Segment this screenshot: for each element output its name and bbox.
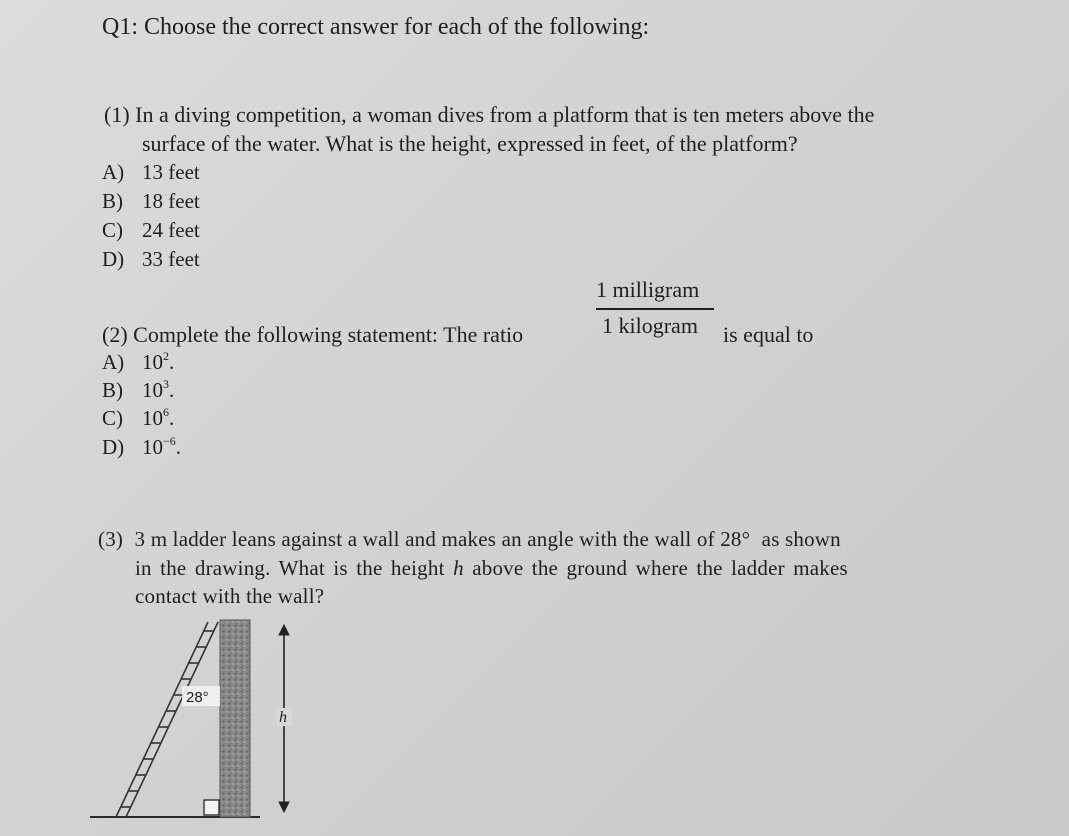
q3-line-1 bbox=[98, 527, 841, 552]
wall bbox=[220, 620, 250, 817]
q3-number: (3) bbox=[98, 527, 124, 551]
q3-height-variable: h bbox=[453, 556, 464, 580]
ladder-wall-diagram bbox=[90, 612, 310, 824]
q2-line-1 bbox=[102, 322, 523, 348]
right-angle-marker bbox=[204, 800, 219, 815]
q1-text-line-1: In a diving competition, a woman dives from a platform that is ten meters above the bbox=[135, 102, 875, 127]
q2-prefix: Complete the following statement: The ratio bbox=[133, 322, 524, 347]
q1-option-b: B) 18 feet bbox=[102, 189, 200, 213]
q1-line-1 bbox=[104, 102, 874, 128]
q1-option-d: D) 33 feet bbox=[102, 247, 200, 271]
q2-fraction-bar bbox=[596, 308, 714, 310]
q3-text-line-1a: 3 m ladder leans against a wall and makes an angle with the wall of 28° bbox=[134, 527, 751, 551]
q1-option-c: C) 24 feet bbox=[102, 218, 200, 242]
q2-number: (2) bbox=[102, 322, 128, 347]
height-label: h bbox=[279, 709, 287, 726]
q2-option-c: C) $10^6$. bbox=[102, 405, 175, 430]
q2-option-a: A) $10^2$. bbox=[102, 349, 175, 374]
q1-text-line-2: surface of the water. What is the height, expressed in feet, of the platform? bbox=[142, 131, 798, 156]
q3-text-line-3: contact with the wall? bbox=[135, 584, 325, 608]
q2-fraction-numerator: 1 milligram bbox=[596, 277, 700, 302]
q1-option-a: A) 13 feet bbox=[102, 160, 200, 184]
ladder bbox=[116, 622, 218, 817]
q3-text-line-2b: above the ground where the ladder makes bbox=[472, 556, 848, 580]
q3-line-2 bbox=[135, 556, 848, 581]
q2-option-d: D) $10^{-6}$. bbox=[102, 434, 182, 459]
q3-text-line-1b: as shown bbox=[761, 527, 841, 551]
q2-fraction-denominator: 1 kilogram bbox=[602, 313, 698, 338]
q3-text-line-2a: in the drawing. What is the height bbox=[135, 556, 445, 580]
q2-suffix: is equal to bbox=[723, 322, 814, 347]
q2-option-b: B) $10^3$. bbox=[102, 377, 175, 402]
angle-label: 28° bbox=[186, 689, 209, 706]
question-heading: Q1: Choose the correct answer for each of the following: bbox=[102, 14, 650, 40]
q1-number: (1) bbox=[104, 102, 130, 127]
